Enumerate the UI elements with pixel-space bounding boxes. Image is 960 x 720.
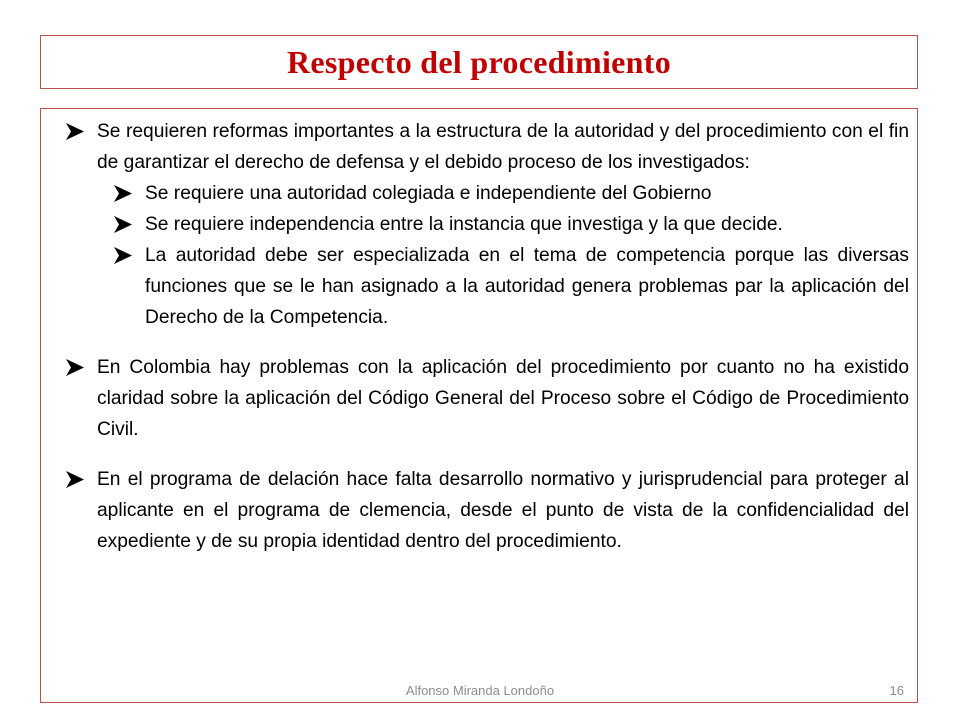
arrowhead-bullet-icon (64, 121, 86, 142)
sub-bullet-text: La autoridad debe ser especializada en el tema de competencia porque las diversas funciones que se le han asignado a la autoridad genera problemas par la aplicación del Derecho de la Competencia. (145, 245, 909, 328)
title-frame (40, 35, 918, 89)
footer-author: Alfonso Miranda Londoño (405, 683, 555, 698)
arrowhead-bullet-icon (112, 245, 134, 266)
arrowhead-bullet-icon (64, 357, 86, 378)
arrowhead-bullet-icon (112, 214, 134, 235)
sub-bullet-text: Se requiere independencia entre la instancia que investiga y la que decide. (145, 214, 783, 235)
bullet-item-delacion (64, 464, 909, 557)
sub-bullet-list (97, 178, 909, 333)
slide-title: Respecto del procedimiento (286, 43, 672, 80)
bullet-list (64, 116, 909, 557)
sub-bullet-item-independencia (97, 209, 909, 240)
bullet-item-reformas (64, 116, 909, 333)
sub-bullet-text: Se requiere una autoridad colegiada e independiente del Gobierno (145, 183, 712, 204)
arrowhead-bullet-icon (112, 183, 134, 204)
page-number: 16 (889, 683, 904, 698)
arrowhead-bullet-icon (64, 469, 86, 490)
sub-bullet-item-colegiada (97, 178, 909, 209)
bullet-item-colombia (64, 352, 909, 445)
sub-bullet-item-especializada (97, 240, 909, 333)
content-frame (40, 108, 918, 703)
bullet-text: En el programa de delación hace falta desarrollo normativo y jurisprudencial para proteger al aplicante en el programa de clemencia, desde el punto de vista de la confidencialidad del expediente y de su propia identidad dentro del procedimiento. (97, 469, 909, 552)
bullet-text: En Colombia hay problemas con la aplicación del procedimiento por cuanto no ha existido claridad sobre la aplicación del Código General del Proceso sobre el Código de Procedimiento Civil. (97, 357, 909, 440)
bullet-text: Se requieren reformas importantes a la estructura de la autoridad y del procedimiento con el fin de garantizar el derecho de defensa y el debido proceso de los investigados: (97, 121, 909, 173)
